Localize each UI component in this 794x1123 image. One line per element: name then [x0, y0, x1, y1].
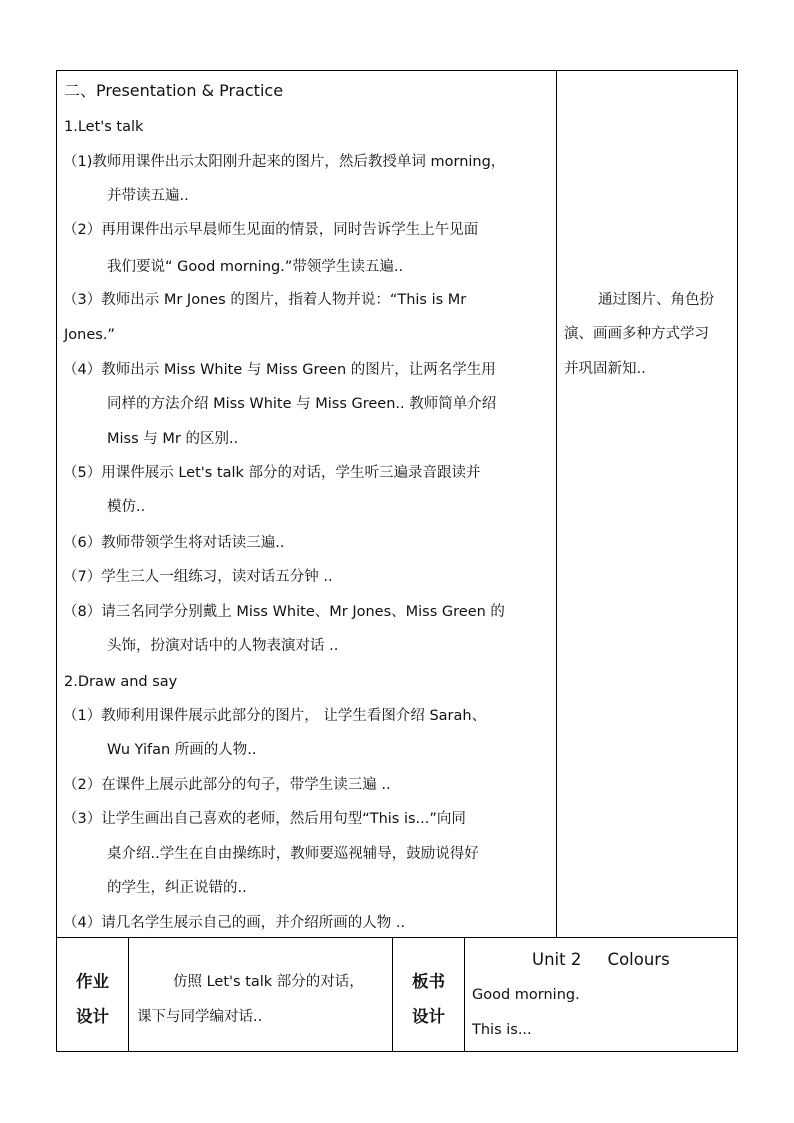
talk-line: Miss 与 Mr 的区别.. — [107, 431, 239, 447]
draw-line: （1）教师利用课件展示此部分的图片， 让学生看图介绍 Sarah、 — [63, 708, 487, 724]
talk-line: 模仿.. — [107, 499, 146, 515]
homework-text: 仿照 Let's talk 部分的对话， — [173, 974, 364, 990]
draw-line: （4）请几名学生展示自己的画，并介绍所画的人物 .. — [63, 915, 406, 931]
board-label: 设计 — [412, 1007, 445, 1026]
table-border-top — [56, 70, 738, 71]
talk-line: （4）教师出示 Miss White 与 Miss Green 的图片，让两名学生用 — [63, 362, 496, 378]
draw-title: 2.Draw and say — [64, 674, 178, 690]
column-divider-homework-text — [392, 937, 393, 1052]
draw-line: Wu Yifan 所画的人物.. — [107, 742, 257, 758]
rationale-line: 并巩固新知.. — [564, 361, 646, 377]
table-border-right — [737, 70, 738, 1052]
talk-line: （3）教师出示 Mr Jones 的图片，指着人物并说：“This is Mr — [63, 292, 467, 308]
talk-line: （7）学生三人一组练习，读对话五分钟 .. — [63, 569, 333, 585]
talk-title: 1.Let's talk — [64, 119, 144, 135]
board-title: Unit 2 Colours — [532, 950, 670, 969]
homework-label: 设计 — [76, 1007, 109, 1026]
talk-line: （6）教师带领学生将对话读三遍.. — [63, 535, 285, 551]
talk-line: （8）请三名同学分别戴上 Miss White、Mr Jones、Miss Green 的 — [63, 604, 505, 620]
homework-text: 课下与同学编对话.. — [137, 1009, 263, 1025]
table-border-bottom — [56, 1051, 738, 1052]
talk-line: 我们要说“ Good morning.”带领学生读五遍.. — [107, 259, 404, 275]
talk-line: （5）用课件展示 Let's talk 部分的对话，学生听三遍录音跟读并 — [63, 465, 481, 481]
draw-line: 的学生，纠正说错的.. — [107, 880, 247, 896]
board-line: This is... — [472, 1022, 532, 1038]
table-border-left — [56, 70, 57, 1052]
talk-line: 并带读五遍.. — [107, 188, 189, 204]
talk-line: Jones.” — [64, 327, 115, 343]
draw-line: （3）让学生画出自己喜欢的老师，然后用句型“This is...”向同 — [63, 811, 466, 827]
draw-line: （2）在课件上展示此部分的句子，带学生读三遍 .. — [63, 777, 391, 793]
board-line: Good morning. — [472, 987, 580, 1003]
rationale-line: 通过图片、角色扮 — [598, 292, 714, 308]
talk-line: （2）再用课件出示早晨师生见面的情景，同时告诉学生上午见面 — [63, 222, 479, 238]
board-label: 板书 — [412, 972, 445, 991]
draw-line: 桌介绍..学生在自由操练时，教师要巡视辅导，鼓励说得好 — [107, 846, 479, 862]
column-divider-main — [556, 70, 557, 938]
rationale-line: 演、画画多种方式学习 — [564, 326, 709, 342]
talk-line: 同样的方法介绍 Miss White 与 Miss Green.. 教师简单介绍 — [107, 396, 497, 412]
column-divider-board-label — [464, 937, 465, 1052]
talk-line: 头饰，扮演对话中的人物表演对话 .. — [107, 638, 339, 654]
row-divider-bottom — [56, 937, 738, 938]
column-divider-homework-label — [128, 937, 129, 1052]
talk-line: （1)教师用课件出示太阳刚升起来的图片，然后教授单词 morning， — [63, 154, 506, 170]
homework-label: 作业 — [76, 972, 109, 991]
section-heading: 二、Presentation & Practice — [64, 81, 284, 100]
